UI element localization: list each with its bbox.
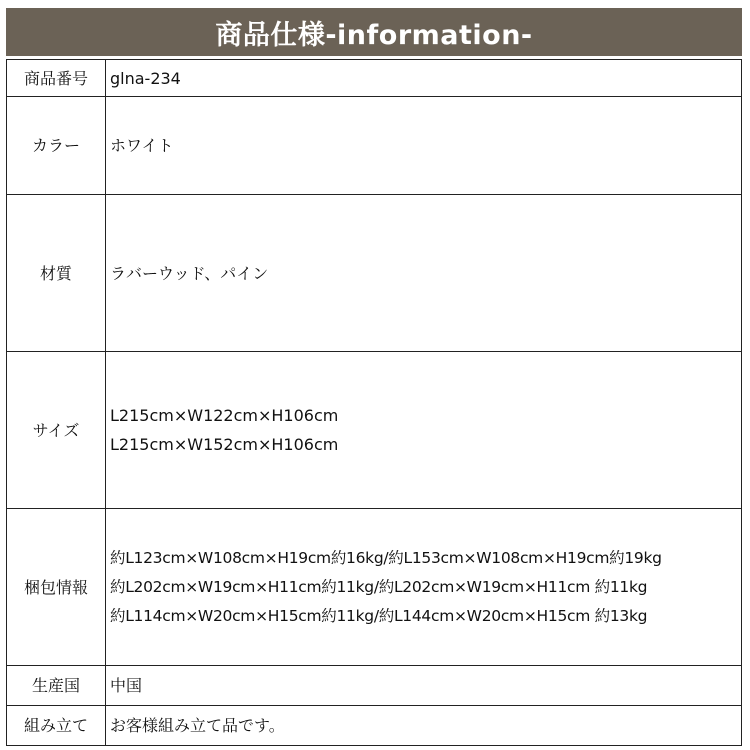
value-line: glna-234 [110,68,181,88]
spec-label: サイズ [7,352,106,509]
spec-value [106,352,742,509]
spec-row-product-number [7,60,742,97]
spec-table [6,59,742,746]
value-line: L215cm×W152cm×H106cm [110,435,339,454]
spec-row-material [7,195,742,352]
value-line: ラバーウッド、パイン [110,263,269,283]
spec-label: カラー [7,97,106,195]
value-line: L215cm×W122cm×H106cm [110,406,339,425]
spec-value [106,666,742,706]
spec-value [106,97,742,195]
spec-row-color [7,97,742,195]
spec-value [106,195,742,352]
value-line: 約L114cm×W20cm×H15cm約11kg/約L144cm×W20cm×H15cm 約13kg [110,606,648,625]
spec-value [106,706,742,746]
spec-header [6,8,742,56]
spec-label: 商品番号 [7,60,106,97]
value-line: お客様組み立て品です。 [110,716,285,735]
value-line: ホワイト [110,136,174,155]
spec-row-assembly [7,706,742,746]
value-line: 約L123cm×W108cm×H19cm約16kg/約L153cm×W108cm×H19cm約19kg [110,548,662,567]
spec-label: 生産国 [7,666,106,706]
spec-title: 商品仕様-information- [215,19,533,51]
spec-label: 梱包情報 [7,509,106,666]
spec-row-packaging [7,509,742,666]
spec-row-country [7,666,742,706]
spec-label: 材質 [7,195,106,352]
spec-value [106,60,742,97]
spec-value [106,509,742,666]
value-line: 約L202cm×W19cm×H11cm約11kg/約L202cm×W19cm×H11cm 約11kg [110,577,648,596]
value-line: 中国 [110,676,143,695]
spec-row-size [7,352,742,509]
spec-label: 組み立て [7,706,106,746]
